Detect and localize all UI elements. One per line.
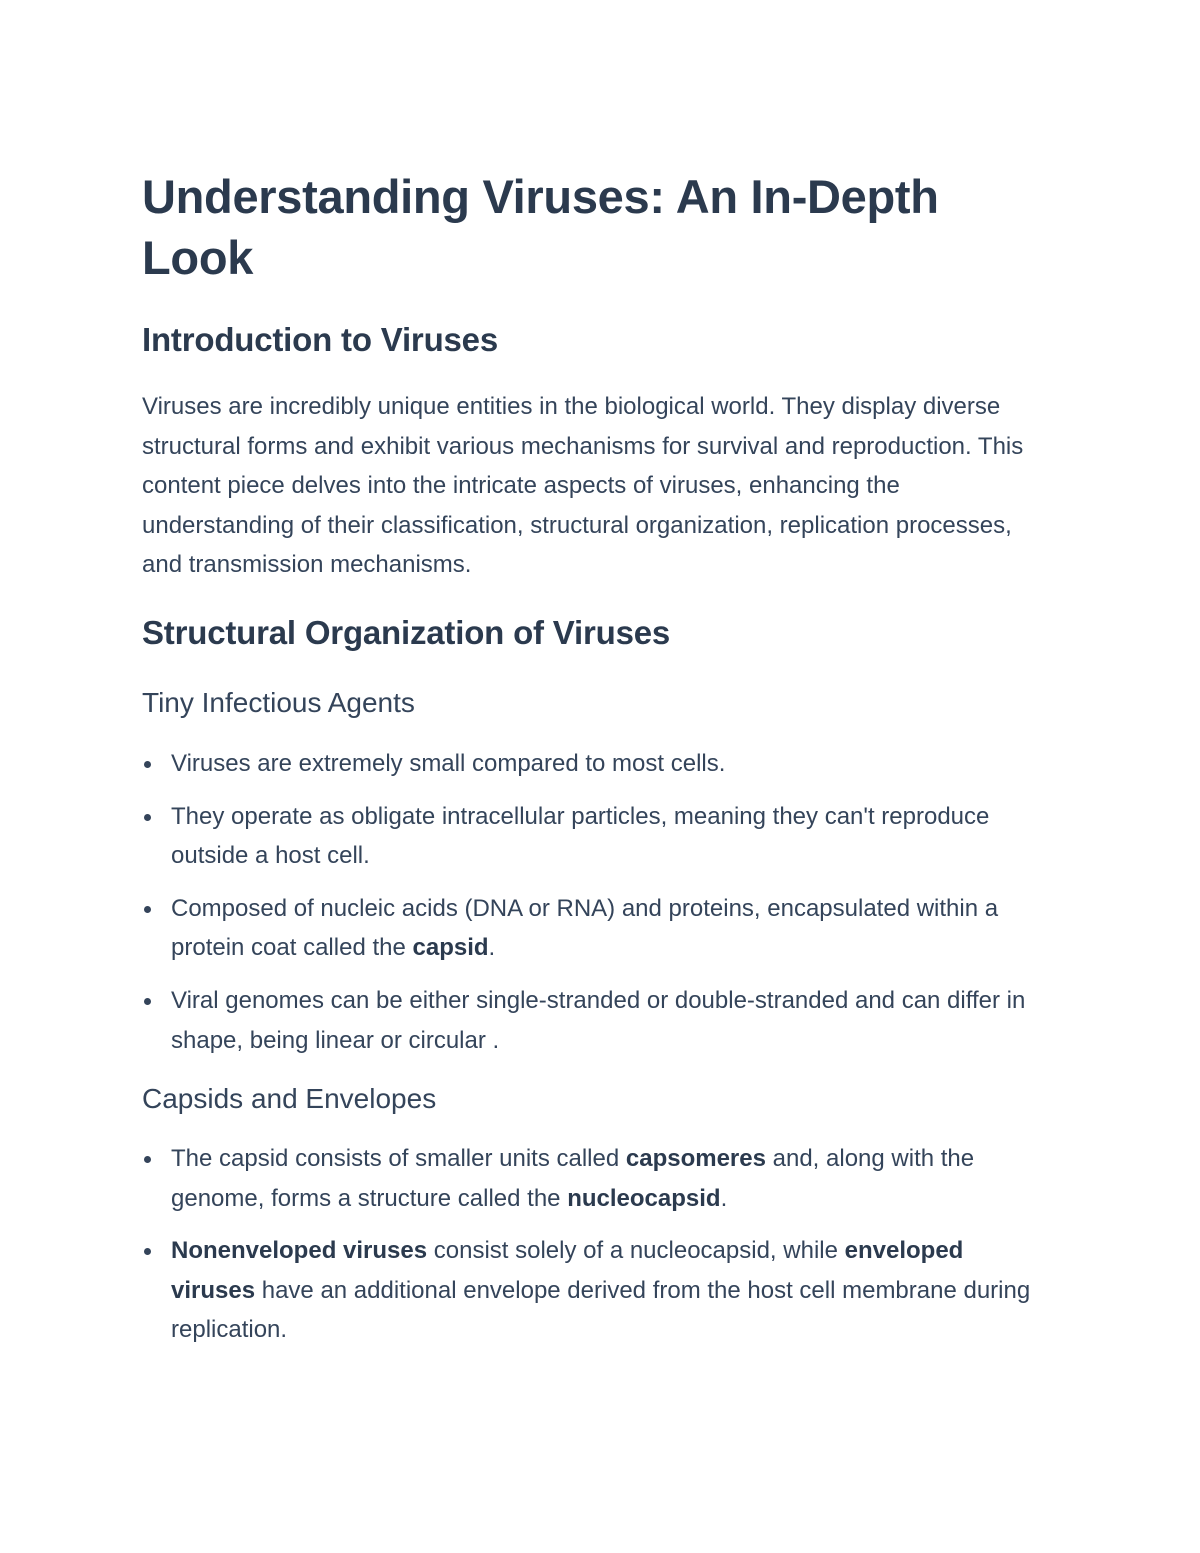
list-item — [142, 1231, 1052, 1350]
list-item-text: have an additional envelope derived from the host cell membrane during replication. — [171, 1276, 1031, 1344]
structure-heading: Structural Organization of Viruses — [142, 614, 671, 651]
term-nonenveloped-viruses: Nonenveloped viruses — [171, 1237, 428, 1265]
document-title: Understanding Viruses: An In-Depth Look — [142, 170, 939, 284]
capsids-list — [142, 1139, 1052, 1363]
list-item-text: The capsid consists of smaller units called — [171, 1145, 626, 1172]
term-nucleocapsid: nucleocapsid — [567, 1184, 721, 1212]
list-item-text: Viruses are extremely small compared to most cells. — [171, 750, 726, 777]
list-item — [142, 797, 1052, 876]
list-item — [142, 981, 1052, 1060]
term-capsid: capsid — [412, 934, 489, 962]
tiny-agents-list — [142, 744, 1052, 1073]
tiny-agents-heading: Tiny Infectious Agents — [142, 687, 415, 718]
capsids-heading: Capsids and Envelopes — [142, 1083, 437, 1114]
list-item-text: . — [488, 934, 496, 962]
list-item-text: Composed of nucleic acids (DNA or RNA) and proteins, encapsulated within a protein coat called the — [171, 894, 999, 962]
list-item — [142, 1139, 1052, 1218]
list-item — [142, 889, 1052, 968]
list-item — [142, 744, 1052, 784]
list-item-text: consist solely of a nucleocapsid, while — [427, 1237, 845, 1265]
list-item-text: and, along with the genome, forms a structure called the — [171, 1145, 975, 1212]
list-item-text: . — [720, 1184, 728, 1212]
term-capsomeres: capsomeres — [625, 1145, 766, 1172]
intro-paragraph: Viruses are incredibly unique entities in the biological world. They display diverse structural forms and exhibit various mechanisms for survival and reproduction. This content piece delves into the intricate aspects of viruses, enhancing the understanding of their classification, structural organization, replication processes, and transmission mechanisms. — [142, 393, 1024, 579]
list-item-text: They operate as obligate intracellular particles, meaning they can't reproduce outside a host cell. — [171, 802, 990, 870]
intro-heading: Introduction to Viruses — [142, 321, 498, 358]
list-item-text: Viral genomes can be either single-stranded or double-stranded and can differ in shape, being linear or circular . — [171, 986, 1026, 1054]
term-enveloped-viruses: enveloped viruses — [171, 1237, 964, 1304]
